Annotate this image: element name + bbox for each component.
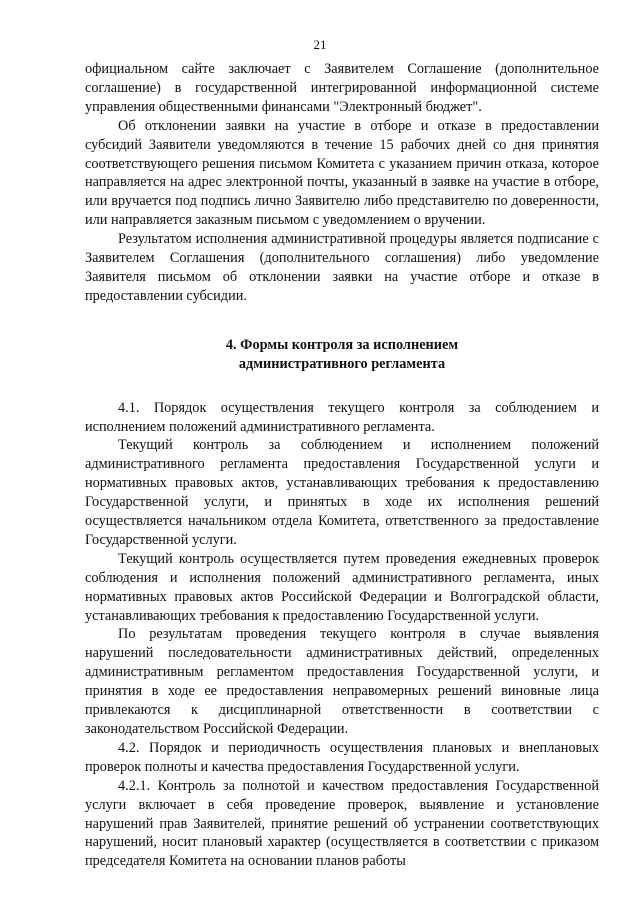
- paragraph-4-2-1: 4.2.1. Контроль за полнотой и качеством предоставления Государственной услуги включает в себя проведение проверок, выявление и установление нарушений прав Заявителей, принятие решений об устранении соответствующих нарушений, носит плановый характер (осуществляется в соответствии с приказом председателя Комитета на основании планов работы: [85, 777, 599, 870]
- paragraph-current-control: Текущий контроль за соблюдением и исполнением положений административного регламента предоставления Государственной услуги и нормативных правовых актов, устанавливающих требования к предоставлению Государственной услуги, и принятых в ходе их исполнения решений осуществляется начальником отдела Комитета, ответственного за предоставление Государственной услуги.: [85, 437, 599, 548]
- paragraph-procedure-result: Результатом исполнения административной процедуры является подписание с Заявителем Соглашения (дополнительного соглашения) либо уведомление Заявителя письмом об отклонении заявки на участие отборе и отказе в предоставлении субсидии.: [85, 231, 599, 304]
- document-body: [85, 60, 599, 871]
- section-heading-line-1: 4. Формы контроля за исполнением: [225, 336, 459, 353]
- spacer: [85, 374, 599, 399]
- paragraph-daily-checks: Текущий контроль осуществляется путем проведения ежедневных проверок соблюдения и исполнения положений административного регламента, иных нормативных правовых актов Российской Федерации и Волгоградской области, устанавливающих требования к предоставлению Государственной услуги.: [85, 550, 599, 624]
- paragraph-4-2: 4.2. Порядок и периодичность осуществления плановых и внеплановых проверок полноты и качества предоставления Государственной услуги.: [85, 739, 599, 775]
- paragraph-violations: По результатам проведения текущего контроля в случае выявления нарушений последовательности административных действий, определенных административным регламентом предоставления Государственной услуги, и принятия в ходе ее предоставления неправомерных решений виновные лица привлекаются к дисциплинарной ответственности в соответствии с законодательством Российской Федерации.: [85, 626, 599, 737]
- paragraph-4-1: 4.1. Порядок осуществления текущего контроля за соблюдением и исполнением положений административного регламента.: [85, 399, 599, 435]
- paragraph-rejection-notice: Об отклонении заявки на участие в отборе и отказе в предоставлении субсидий Заявители уведомляются в течение 15 рабочих дней со дня принятия соответствующего решения письмом Комитета с указанием причин отказа, которое направляется на адрес электронной почты, указанный в заявке на участие в отборе, или вручается под подпись лично Заявителю либо представителю по доверенности, или направляется заказным письмом с уведомлением о вручении.: [85, 117, 599, 229]
- paragraph-agreement-signing: официальном сайте заключает с Заявителем Соглашение (дополнительное соглашение) в государственной интегрированной информационной системе управления общественными финансами "Электронный бюджет".: [85, 61, 599, 115]
- section-heading: [85, 336, 599, 374]
- page-number: 21: [313, 37, 327, 52]
- spacer: [85, 306, 599, 336]
- section-heading-line-2: административного регламента: [238, 355, 446, 372]
